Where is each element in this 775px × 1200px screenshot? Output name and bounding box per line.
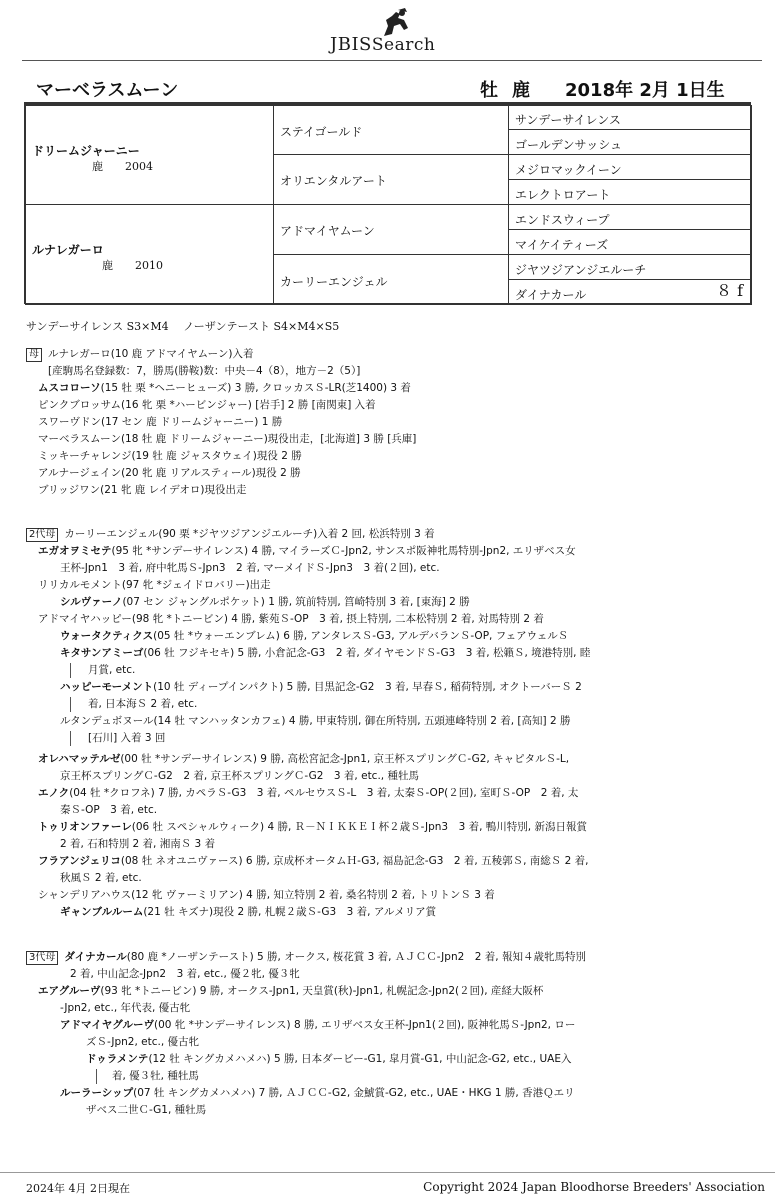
family-line: ルタンデュボヌール(14 牡 マンハッタンカフェ) 4 勝, 甲東特別, 御在所特別, 五頭連峰特別 2 着, [高知] 2 勝 <box>60 715 571 727</box>
pedigree-g3-name: ゴールデンサッシュ <box>515 138 623 152</box>
dam-stats: [産駒馬名登録数：7，勝馬(勝鞍)数：中央－4（8），地方－2（5）] <box>48 365 361 377</box>
family-line <box>86 1052 571 1066</box>
offspring-line: スワーヴドン(17 セン 鹿 ドリームジャーニー) 1 勝 <box>38 416 283 428</box>
pedigree-g2-name: アドマイヤムーン <box>280 224 375 238</box>
pedigree-g3-cell <box>508 129 752 155</box>
pedigree-dam-year: 鹿 2010 <box>102 259 163 272</box>
family-line: リリカルモメント(97 牝 *ジェイドロバリー)出走 <box>38 579 271 591</box>
family-line <box>38 544 576 558</box>
family-line-cont: ズＳ-Jpn2, etc., 優古牝 <box>86 1036 200 1048</box>
pedigree-g3-name: ジヤツジアンジエルーチ <box>515 263 647 277</box>
second-dam-heading-text: カーリーエンジェル(90 栗 *ジヤツジアンジエルーチ)入着 2 回, 松浜特別 3 着 <box>64 528 435 540</box>
family-line-cont: 京王杯スプリングＣ-G2 2 着, 京王杯スプリングＣ-G2 3 着, etc., 種牡馬 <box>60 770 419 782</box>
family-record: (10 牡 ディープインパクト) 5 勝, 目黒記念-G2 3 着, 早春Ｓ, 稲荷特別, オクトーバーＳ 2 <box>153 681 582 693</box>
offspring-line: ブリッジワン(21 牝 鹿 レイデオロ)現役出走 <box>38 484 247 496</box>
offspring-line: マーベラスムーン(18 牡 鹿 ドリームジャーニー)現役出走，[北海道] 3 勝 [兵庫] <box>38 433 417 445</box>
family-record: (12 牡 キングカメハメハ) 5 勝, 日本ダービー-G1, 皐月賞-G1, 中山記念-G2, etc., UAE入 <box>148 1053 572 1065</box>
family-name: エノク <box>38 787 70 799</box>
dam-heading-text: ルナレガーロ(10 鹿 アドマイヤムーン)入着 <box>48 348 254 360</box>
family-line-cont: 月賞, etc. <box>88 664 136 676</box>
inbreeding-crosses: サンデーサイレンス S3×M4 ノーザンテースト S4×M4×S5 <box>26 320 340 333</box>
family-line-cont: -Jpn2, etc., 年代表, 優古牝 <box>60 1002 191 1014</box>
section-tag: 母 <box>26 348 42 362</box>
family-name: ドゥラメンテ <box>86 1053 149 1065</box>
family-name: ウォータクティクス <box>60 630 154 642</box>
dam-heading <box>26 347 253 362</box>
family-name: トゥリオンファーレ <box>38 821 132 833</box>
third-dam-name: ダイナカール <box>64 951 127 963</box>
horse-name: マーベラスムーン <box>36 80 179 101</box>
family-record: (06 牡 スペシャルウィーク) 4 勝, Ｒ－ＮＩＫＫＥＩ杯２歳Ｓ-Jpn3 3 着, 鴨川特別, 新潟日報賞 <box>131 821 587 833</box>
family-line: シャンデリアハウス(12 牝 ヴァーミリアン) 4 勝, 知立特別 2 着, 桑名特別 2 着, トリトンＳ 3 着 <box>38 889 495 901</box>
family-line <box>60 1086 575 1100</box>
horse-color: 鹿 <box>512 80 530 101</box>
pedigree-g2-name: カーリーエンジェル <box>280 275 388 289</box>
pedigree-g3-cell <box>508 154 752 180</box>
family-name: ハッピーモーメント <box>60 681 154 693</box>
pedigree-g3-cell <box>508 179 752 205</box>
family-record: (07 セン ジャングルポケット) 1 勝, 筑前特別, 筥崎特別 3 着, [東海] 2 勝 <box>122 596 470 608</box>
footer-copyright: Copyright 2024 Japan Bloodhorse Breeders' Association <box>423 1180 765 1194</box>
logo-text: JBISSearch <box>330 34 436 55</box>
family-line-cont: 着, 優３牡, 種牡馬 <box>112 1070 199 1082</box>
family-line <box>60 595 470 609</box>
pedigree-g2-name: オリエンタルアート <box>280 174 387 188</box>
family-record: (08 牡 ネオユニヴァース) 6 勝, 京成杯オータムＨ-G3, 福島記念-G3 2 着, 五稜郭Ｓ, 南総Ｓ 2 着, <box>120 855 589 867</box>
pedigree-g3-cell <box>508 204 752 230</box>
pedigree-sire-name: ドリームジャーニー <box>32 144 140 158</box>
offspring-line: ミッキーチャレンジ(19 牡 鹿 ジャスタウェイ)現役 2 勝 <box>38 450 302 462</box>
family-name: ギャンブルルーム <box>60 906 144 918</box>
family-line <box>60 905 436 919</box>
family-name: アドマイヤグルーヴ <box>60 1019 154 1031</box>
pedigree-g3-name: ダイナカール <box>515 288 587 302</box>
pedigree-g3-name: メジロマックイーン <box>515 163 622 177</box>
second-dam-heading <box>26 527 435 542</box>
family-line <box>38 820 587 834</box>
family-name: フラアンジェリコ <box>38 855 121 867</box>
offspring-line: ピンクブロッサム(16 牝 栗 *ハービンジャー) [岩手] 2 勝 [南関東] 入着 <box>38 399 376 411</box>
family-line <box>38 984 543 998</box>
pedigree-g2-name: ステイゴールド <box>280 125 363 139</box>
indent-bar <box>70 663 71 678</box>
pedigree-dam-cell <box>25 204 274 305</box>
horse-birth: 2018年 2月 1日生 <box>565 80 725 101</box>
family-record: (07 牡 キングカメハメハ) 7 勝, ＡＪＣＣ-G2, 金鯱賞-G2, etc., UAE・HKG 1 勝, 香港Ｑエリ <box>133 1087 575 1099</box>
pedigree-g2-cell <box>273 105 509 155</box>
family-line <box>38 752 569 766</box>
family-name: エガオヲミセテ <box>38 545 112 557</box>
family-line <box>60 646 590 660</box>
family-line-cont: 秋風Ｓ 2 着, etc. <box>60 872 142 884</box>
family-record: (05 牡 *ウォーエンブレム) 6 勝, アンタレスＳ-G3, アルデバランＳ-OP, フェアウェルＳ <box>153 630 569 642</box>
footer-date: 2024年 4月 2日現在 <box>26 1182 130 1195</box>
third-dam-record: (80 鹿 *ノーザンテースト) 5 勝, オークス, 桜花賞 3 着, ＡＪＣＣ-Jpn2 2 着, 報知４歳牝馬特別 <box>126 951 586 963</box>
section-tag: 3代母 <box>26 951 58 965</box>
family-line: アドマイヤハッピー(98 牝 *トニービン) 4 勝, 紫苑Ｓ-OP 3 着, 摂上特別, 二本松特別 2 着, 対馬特別 2 着 <box>38 613 544 625</box>
jbis-logo <box>330 8 460 55</box>
pedigree-g3-name: エレクトロアート <box>515 188 611 202</box>
pedigree-table <box>24 104 751 304</box>
family-line <box>38 786 578 800</box>
offspring-line <box>38 381 411 395</box>
pedigree-g3-name: エンドスウィープ <box>515 213 610 227</box>
family-line-cont: 着, 日本海Ｓ 2 着, etc. <box>88 698 198 710</box>
family-line <box>60 629 568 643</box>
family-record: (00 牝 *サンデーサイレンス) 8 勝, エリザベス女王杯-Jpn1(２回), 阪神牝馬Ｓ-Jpn2, ロー <box>153 1019 576 1031</box>
pedigree-g3-cell <box>508 254 752 280</box>
family-line-cont: 2 着, 中山記念-Jpn2 3 着, etc., 優２牝, 優３牝 <box>70 968 300 980</box>
family-record: (93 牝 *トニービン) 9 勝, オークス-Jpn1, 天皇賞(秋)-Jpn1, 札幌記念-Jpn2(２回), 産経大阪杯 <box>100 985 544 997</box>
footer-rule <box>0 1172 775 1173</box>
inbreed-factor: ８ f <box>715 281 743 300</box>
pedigree-g2-cell <box>273 204 509 255</box>
indent-bar <box>70 697 71 712</box>
offspring-name: ムスコローソ <box>38 382 101 394</box>
pedigree-g3-cell <box>508 105 752 130</box>
pedigree-dam-name: ルナレガーロ <box>32 243 104 257</box>
family-name: オレハマッテルゼ <box>38 753 121 765</box>
pedigree-g2-cell <box>273 254 509 305</box>
family-name: キタサンアミーゴ <box>60 647 144 659</box>
family-name: エアグルーヴ <box>38 985 101 997</box>
pedigree-g3-name: サンデーサイレンス <box>515 113 621 127</box>
family-line <box>38 854 588 868</box>
pedigree-g3-name: マイケイティーズ <box>515 238 609 252</box>
family-line-cont: 2 着, 石和特別 2 着, 湘南Ｓ 3 着 <box>60 838 216 850</box>
family-line-cont: ザベス二世Ｃ-G1, 種牡馬 <box>86 1104 207 1116</box>
section-tag: 2代母 <box>26 528 58 542</box>
family-name: ルーラーシップ <box>60 1087 134 1099</box>
family-record: (06 牡 フジキセキ) 5 勝, 小倉記念-G3 2 着, ダイヤモンドＳ-G3 3 着, 松籟Ｓ, 境港特別, 睦 <box>143 647 591 659</box>
offspring-record: (15 牡 栗 *ヘニーヒューズ) 3 勝, クロッカスＳ-LR(芝1400) 3 着 <box>100 382 411 394</box>
pedigree-g3-cell <box>508 229 752 255</box>
pedigree-sire-year: 鹿 2004 <box>92 160 153 173</box>
third-dam-heading <box>26 950 586 965</box>
offspring-line: アルナージェイン(20 牝 鹿 リアルスティール)現役 2 勝 <box>38 467 301 479</box>
indent-bar <box>70 731 71 746</box>
indent-bar <box>96 1069 97 1084</box>
family-line-cont: 王杯-Jpn1 3 着, 府中牝馬Ｓ-Jpn3 2 着, マーメイドＳ-Jpn3 3 着(２回), etc. <box>60 562 440 574</box>
family-line <box>60 1018 575 1032</box>
family-record: (04 牡 *クロフネ) 7 勝, カペラＳ-G3 3 着, ペルセウスＳ-L 3 着, 太秦Ｓ-OP(２回), 室町Ｓ-OP 2 着, 太 <box>69 787 579 799</box>
header-rule <box>22 60 762 61</box>
family-line-cont: [石川] 入着 3 回 <box>88 732 166 744</box>
pedigree-g2-cell <box>273 154 509 205</box>
family-name: シルヴァーノ <box>60 596 123 608</box>
family-line-cont: 秦Ｓ-OP 3 着, etc. <box>60 804 158 816</box>
family-record: (95 牝 *サンデーサイレンス) 4 勝, マイラーズＣ-Jpn2, サンスポ阪神牝馬特別-Jpn2, エリザベス女 <box>111 545 576 557</box>
pedigree-g3-cell <box>508 279 752 305</box>
pedigree-sire-cell <box>25 105 274 205</box>
family-record: (21 牡 キズナ)現役 2 勝, 札幌２歳Ｓ-G3 3 着, アルメリア賞 <box>143 906 437 918</box>
family-line <box>60 680 582 694</box>
horse-sex: 牡 <box>480 80 498 101</box>
family-record: (00 牡 *サンデーサイレンス) 9 勝, 高松宮記念-Jpn1, 京王杯スプリングＣ-G2, キャピタルＳ-L, <box>120 753 570 765</box>
